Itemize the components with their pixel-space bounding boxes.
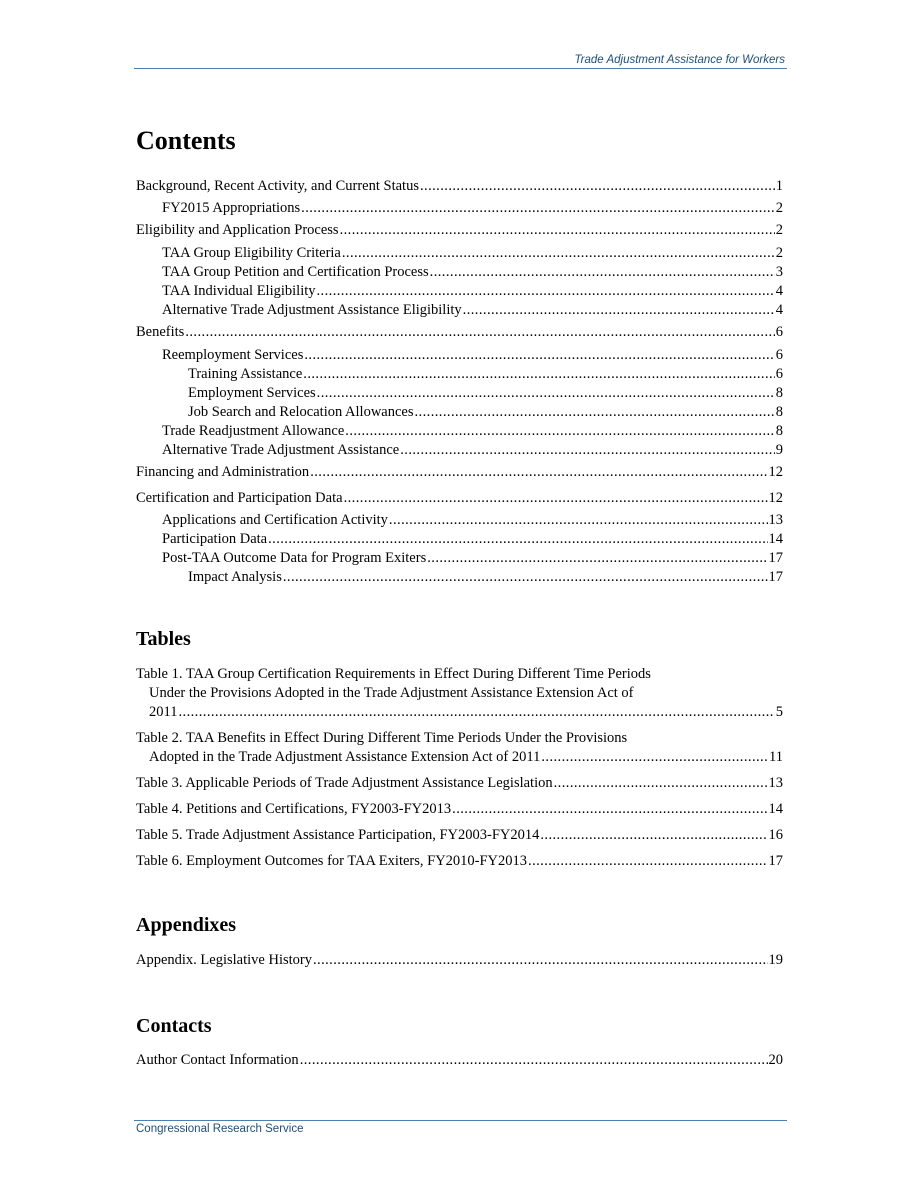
toc-entry[interactable]: Job Search and Relocation Allowances . . . 8 bbox=[136, 403, 783, 422]
toc-entry[interactable]: Employment Services . . . 8 bbox=[136, 384, 783, 403]
toc-entry[interactable]: Benefits . . . 6 bbox=[136, 323, 783, 342]
table-entry[interactable]: Table 5. Trade Adjustment Assistance Participation, FY2003-FY2014 . . . 16 bbox=[136, 826, 783, 845]
table-entry-line: Table 1. TAA Group Certification Requirements in Effect During Different Time Periods bbox=[136, 666, 651, 682]
running-header: Trade Adjustment Assistance for Workers bbox=[574, 54, 785, 66]
toc-entry[interactable]: TAA Individual Eligibility . . . 4 bbox=[136, 282, 783, 301]
table-entry[interactable]: Adopted in the Trade Adjustment Assistance Extension Act of 2011 . . . 11 bbox=[136, 748, 783, 767]
toc-entry[interactable]: Certification and Participation Data . . . 12 bbox=[136, 489, 783, 508]
tables-heading: Tables bbox=[136, 628, 191, 650]
toc-entry[interactable]: Alternative Trade Adjustment Assistance . . . 9 bbox=[136, 441, 783, 460]
appendix-entry[interactable]: Appendix. Legislative History . . . 19 bbox=[136, 951, 783, 970]
table-entry[interactable]: 2011 . . . 5 bbox=[136, 703, 783, 722]
footer-rule bbox=[134, 1120, 787, 1121]
contact-entry[interactable]: Author Contact Information . . . 20 bbox=[136, 1051, 783, 1070]
footer-organization: Congressional Research Service bbox=[136, 1123, 304, 1135]
toc-entry[interactable]: Applications and Certification Activity . . . 13 bbox=[136, 511, 783, 530]
appendixes-heading: Appendixes bbox=[136, 914, 237, 936]
table-entry[interactable]: Table 6. Employment Outcomes for TAA Exiters, FY2010-FY2013 . . . 17 bbox=[136, 852, 783, 871]
toc-entry[interactable]: Background, Recent Activity, and Current Status . . . 1 bbox=[136, 177, 783, 196]
contacts-heading: Contacts bbox=[136, 1015, 212, 1037]
contents-heading: Contents bbox=[136, 126, 236, 155]
table-entry-line: Table 2. TAA Benefits in Effect During Different Time Periods Under the Provisions bbox=[136, 730, 628, 746]
toc-entry[interactable]: Trade Readjustment Allowance . . . 8 bbox=[136, 422, 783, 441]
table-entry-line: Under the Provisions Adopted in the Trade Adjustment Assistance Extension Act of bbox=[149, 685, 634, 701]
toc-entry[interactable]: TAA Group Petition and Certification Process . . . 3 bbox=[136, 263, 783, 282]
toc-entry[interactable]: Participation Data . . . 14 bbox=[136, 530, 783, 549]
toc-entry[interactable]: Eligibility and Application Process . . . 2 bbox=[136, 221, 783, 240]
toc-entry[interactable]: Reemployment Services . . . 6 bbox=[136, 346, 783, 365]
toc-entry[interactable]: Financing and Administration . . . 12 bbox=[136, 463, 783, 482]
toc-entry[interactable]: Alternative Trade Adjustment Assistance Eligibility . . . 4 bbox=[136, 301, 783, 320]
toc-entry[interactable]: Impact Analysis . . . 17 bbox=[136, 568, 783, 587]
toc-entry[interactable]: TAA Group Eligibility Criteria . . . 2 bbox=[136, 244, 783, 263]
table-entry[interactable]: Table 4. Petitions and Certifications, FY2003-FY2013 . . . 14 bbox=[136, 800, 783, 819]
toc-entry[interactable]: FY2015 Appropriations . . . 2 bbox=[136, 199, 783, 218]
toc-entry[interactable]: Training Assistance . . . 6 bbox=[136, 365, 783, 384]
table-entry[interactable]: Table 3. Applicable Periods of Trade Adjustment Assistance Legislation . . . 13 bbox=[136, 774, 783, 793]
header-rule bbox=[134, 68, 787, 69]
toc-entry[interactable]: Post-TAA Outcome Data for Program Exiters . . . 17 bbox=[136, 549, 783, 568]
